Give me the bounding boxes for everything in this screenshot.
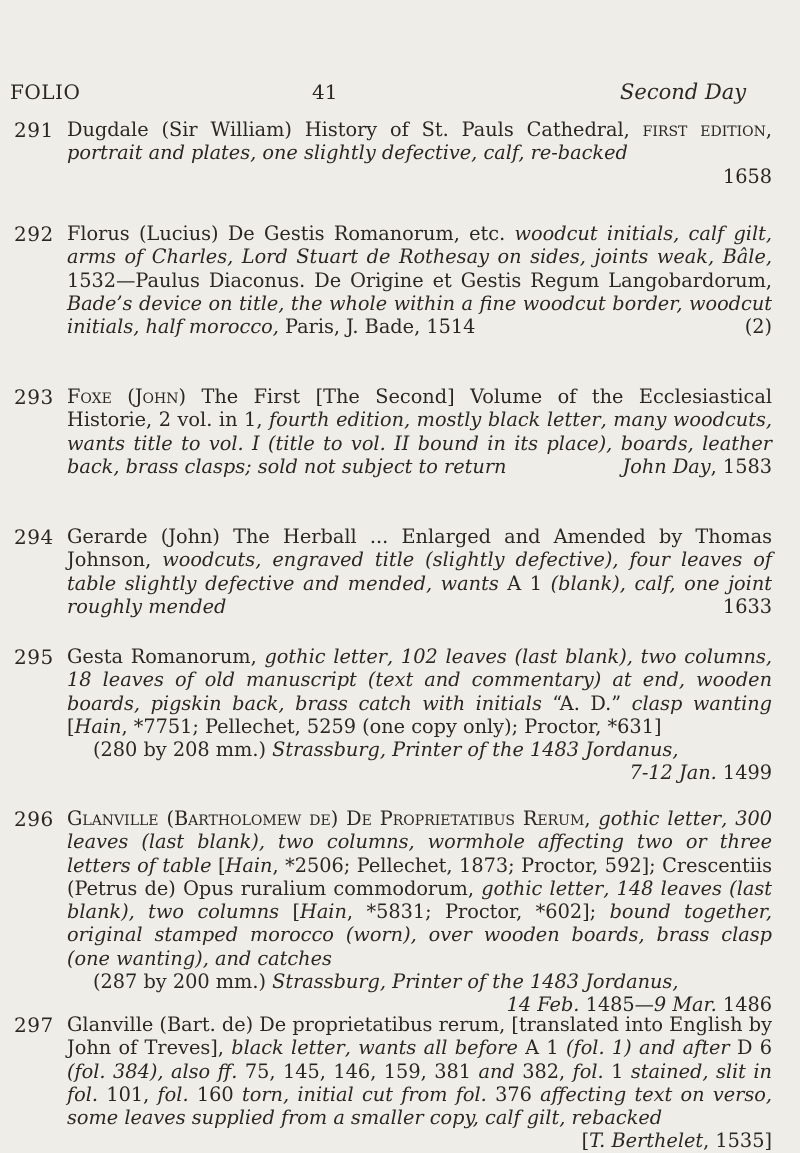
- page-header: [0, 80, 800, 106]
- lot-description: Florus (Lucius) De Gestis Romanorum, etc. woodcut initials, calf gilt, arms of Charles, Lord Stuart de Rothesay on sides, joints weak, Bâle, 1532—Paulus Diaconus. De Origine et Gestis Regum Langobardorum, Bade’s device on title, the whole within a fine woodcut border, woodcut initials, half morocco, Paris, J. Bade, 1514 (2): [67, 222, 773, 339]
- lot-number: 293: [14, 385, 54, 409]
- lot-number: 294: [14, 525, 54, 549]
- page-number: 41: [312, 80, 338, 104]
- lot-number: 297: [14, 1013, 54, 1037]
- lot-number: 296: [14, 807, 54, 831]
- lot-description: Glanville (Bartholomew de) De Proprietatibus Rerum, gothic letter, 300 leaves (last blank), two columns, wormhole affecting two or three letters of table [Hain, *2506; Pellechet, 1873; Proctor, 592]; Crescentiis (Petrus de) Opus ruralium commodorum, gothic letter, 148 leaves (last blank), two columns [Hain, *5831; Proctor, *602]; bound together, original stamped morocco (worn), over wooden boards, brass clasp (one wanting), and catches (287 by 200 mm.) Strassburg, Printer of the 1483 Jordanus, 14 Feb. 1485—9 Mar. 1486: [67, 807, 773, 1017]
- folio-label: FOLIO: [10, 80, 81, 104]
- lot-description: Dugdale (Sir William) History of St. Pauls Cathedral, first edition, portrait and plates, one slightly defective, calf, re-backed 1658: [67, 118, 772, 188]
- lot-number: 291: [14, 118, 54, 142]
- lot-description: Glanville (Bart. de) De proprietatibus rerum, [translated into English by John of Treves], black letter, wants all before A 1 (fol. 1) and after D 6 (fol. 384), also ff. 75, 145, 146, 159, 381 and 382, fol. 1 stained, slit in fol. 101, fol. 160 torn, initial cut from fol. 376 affecting text on verso, some leaves supplied from a smaller copy, calf gilt, rebacked [T. Berthelet, 1535]: [67, 1013, 773, 1153]
- lot-description: Gerarde (John) The Herball ... Enlarged and Amended by Thomas Johnson, woodcuts, engraved title (slightly defective), four leaves of table slightly defective and mended, wants A 1 (blank), calf, one joint roughly mended 1633: [67, 525, 773, 618]
- lot-number: 295: [14, 645, 54, 669]
- sale-day: Second Day: [620, 80, 747, 104]
- lot-description: Gesta Romanorum, gothic letter, 102 leaves (last blank), two columns, 18 leaves of old manuscript (text and commentary) at end, wooden boards, pigskin back, brass catch with initials “A. D.” clasp wanting [Hain, *7751; Pellechet, 5259 (one copy only); Proctor, *631] (280 by 208 mm.) Strassburg, Printer of the 1483 Jordanus, 7-12 Jan. 1499: [67, 645, 773, 785]
- lot-description: Foxe (John) The First [The Second] Volume of the Ecclesiastical Historie, 2 vol. in 1, fourth edition, mostly black letter, many woodcuts, wants title to vol. I (title to vol. II bound in its place), boards, leather back, brass clasps; sold not subject to return John Day, 1583: [67, 385, 772, 478]
- lot-number: 292: [14, 222, 54, 246]
